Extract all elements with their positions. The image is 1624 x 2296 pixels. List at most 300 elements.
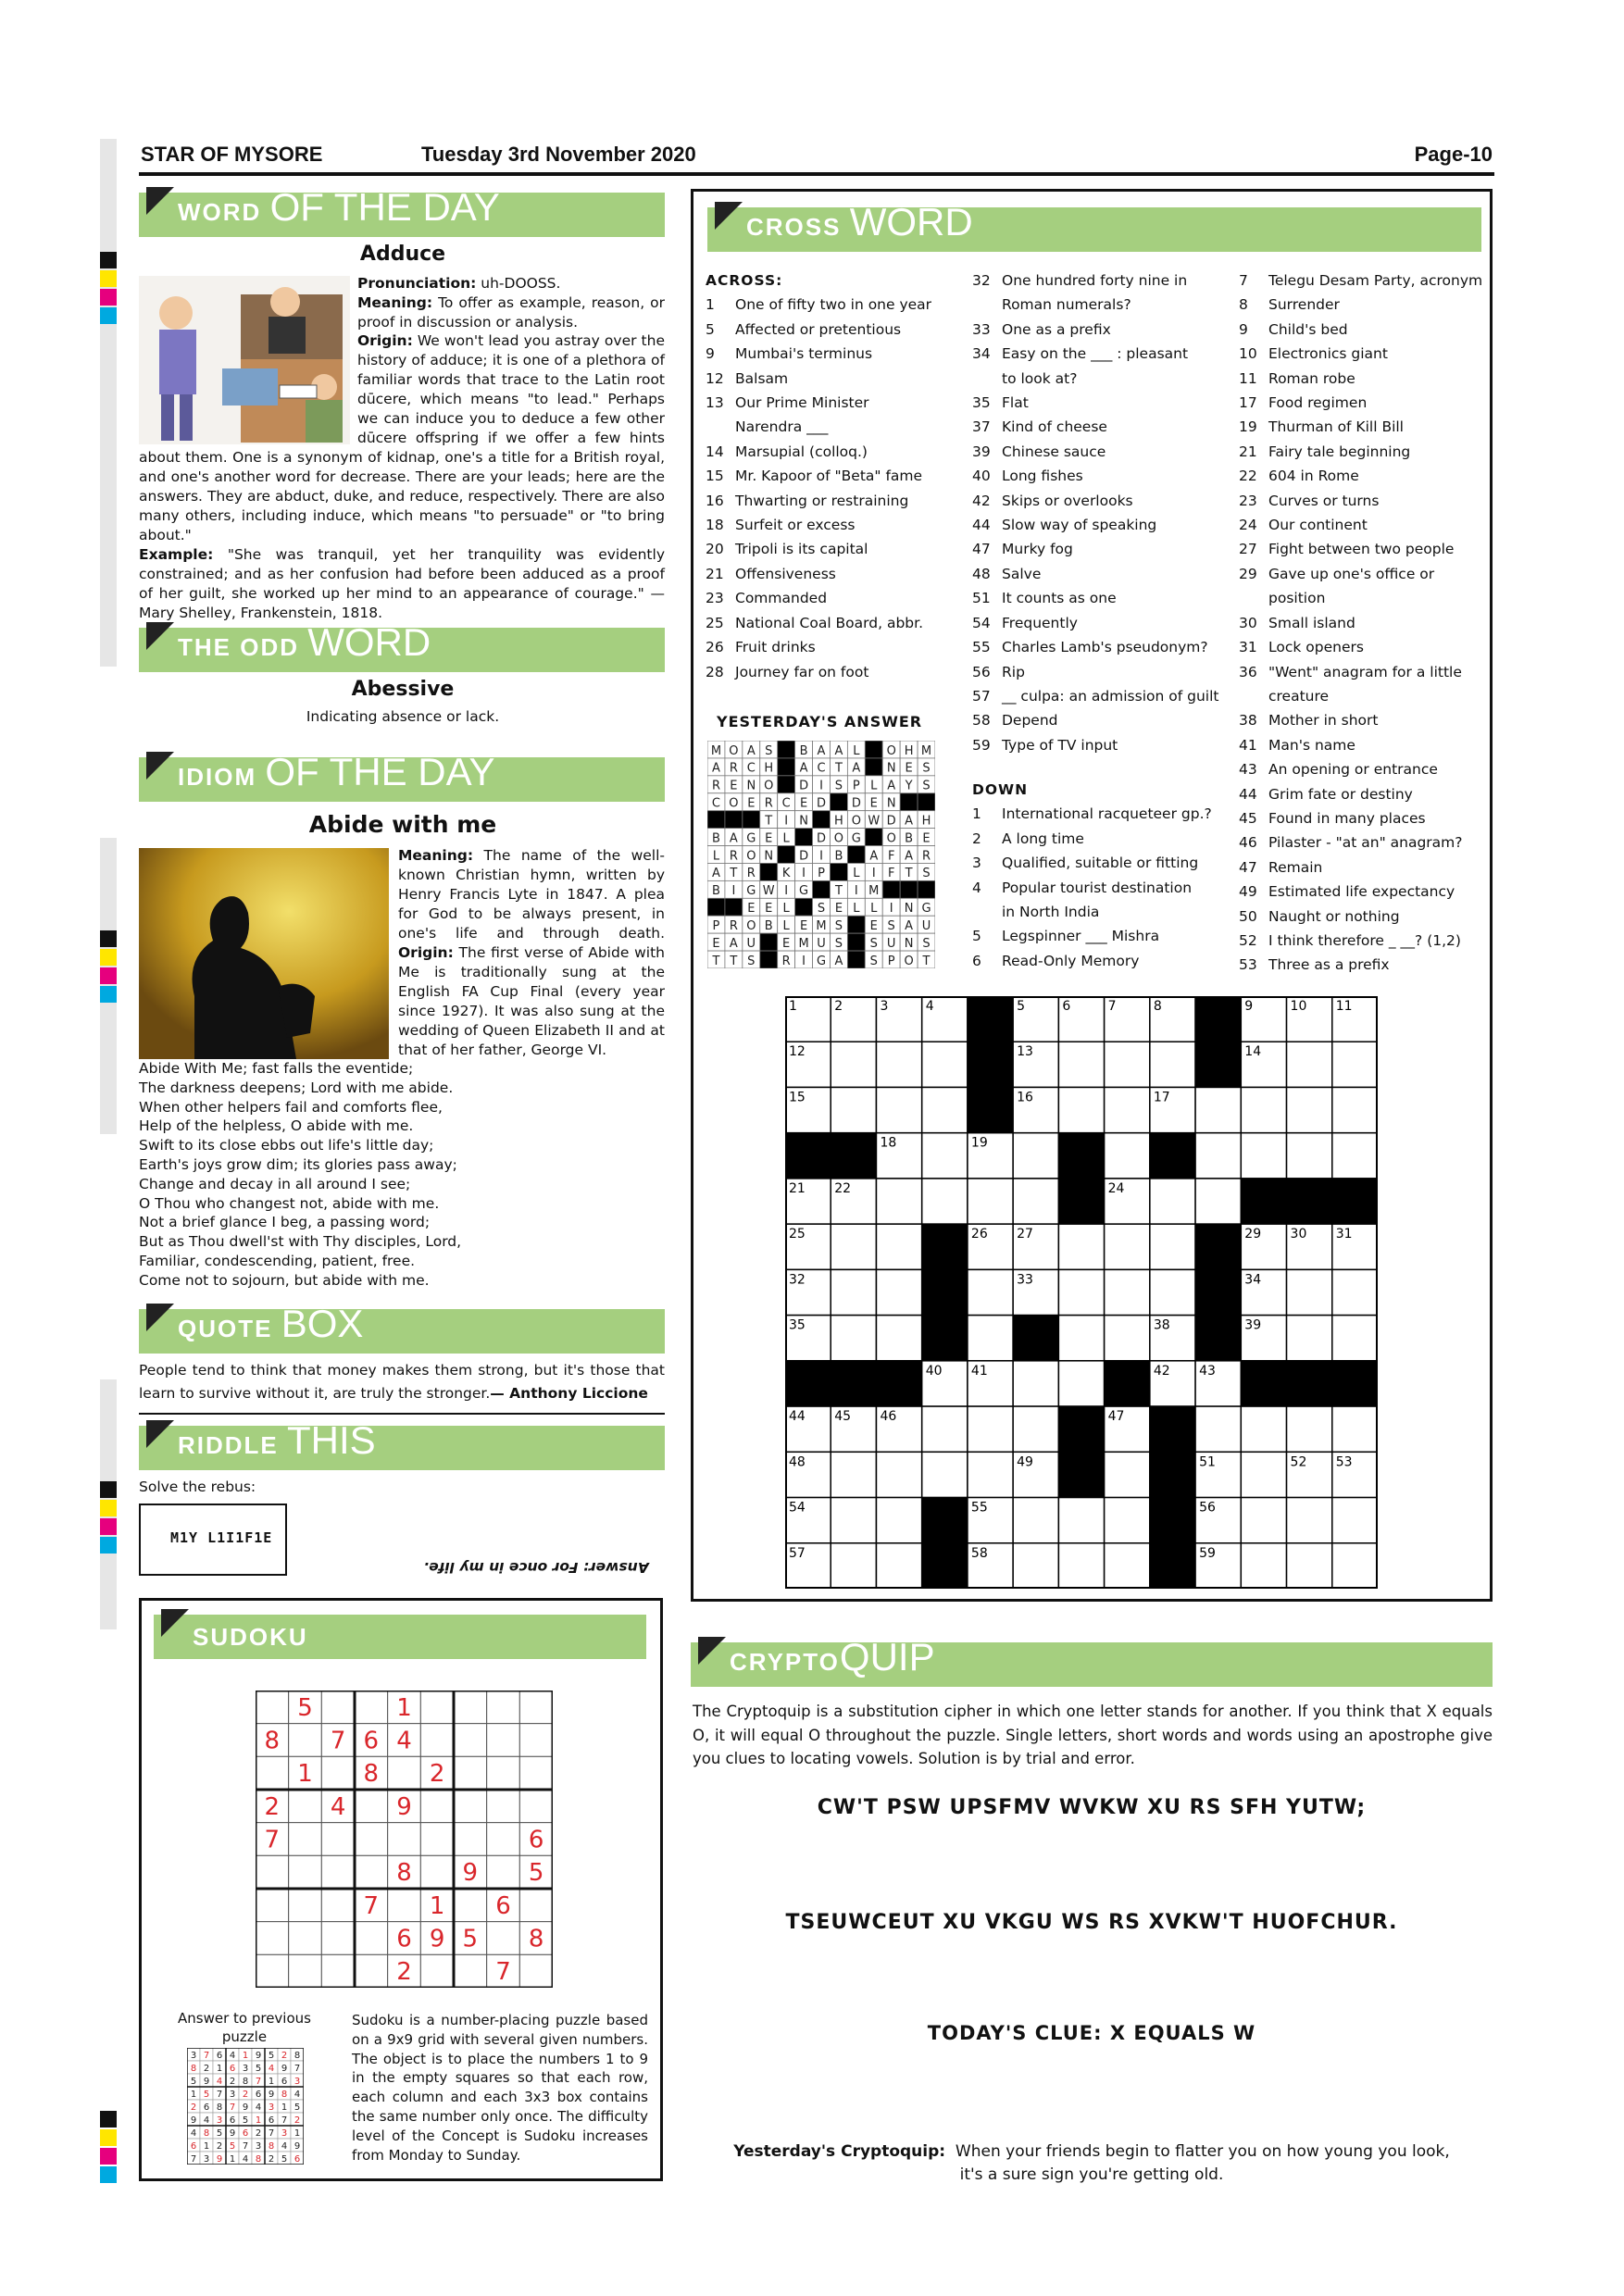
answer-digit: 6 [242,2128,249,2140]
banner-corner [698,1637,726,1665]
sudoku-cell[interactable] [420,1790,454,1823]
crossword-cell[interactable] [831,1042,876,1087]
verse-line: When other helpers fail and comforts flee, [139,1098,443,1116]
down-clues-2 [1239,268,1491,978]
clue-row [972,342,1241,366]
crossword-cell[interactable] [1287,1316,1332,1361]
crossword-cell[interactable] [876,1498,921,1543]
crossword-cell[interactable] [1195,1087,1241,1132]
clue-row [1239,464,1491,488]
answer-letter: I [854,884,858,899]
answer-digit: 4 [268,2064,275,2075]
sudoku-cell[interactable] [487,1922,520,1955]
cell-number: 46 [880,1409,897,1425]
answer-digit: 9 [242,2103,249,2114]
down-heading: DOWN [972,781,1029,798]
answer-letter: N [799,814,808,829]
clue-text: Fairy tale beginning [1268,443,1411,460]
verse-line: Earth's joys grow dim; its glories pass away; [139,1155,457,1173]
crossword-cell[interactable] [831,1543,876,1589]
answer-letter: H [904,743,914,758]
answer-digit: 7 [190,2154,197,2165]
answer-digit: 5 [294,2103,301,2114]
sudoku-cell[interactable] [454,1954,487,1988]
crossword-cell[interactable] [1241,1543,1286,1589]
answer-letter: A [905,814,914,829]
clue-number: 25 [706,614,724,631]
clue-text: Thurman of Kill Bill [1268,418,1404,436]
crossword-cell[interactable] [876,1269,921,1315]
crossword-cell[interactable] [922,1179,968,1224]
sudoku-given: 5 [528,1859,544,1888]
answer-letter: A [746,743,756,758]
word-of-day-top-text [357,274,665,332]
answer-letter: C [746,761,756,776]
clue-row [1239,660,1491,684]
clue-text: Thwarting or restraining [735,492,909,509]
clue-row [1239,757,1491,781]
crossword-cell[interactable] [922,1452,968,1497]
answer-letter: W [762,884,775,899]
crossword-cell[interactable] [1287,1498,1332,1543]
sudoku-given: 8 [264,1727,281,1755]
sudoku-cell[interactable] [487,1855,520,1889]
quote-text [139,1359,665,1405]
crossword-cell[interactable] [876,1042,921,1087]
sudoku-grid[interactable] [256,1691,553,1988]
crossword-cell[interactable] [1105,1498,1150,1543]
sudoku-cell[interactable] [355,1922,388,1955]
clue-text: Marsupial (colloq.) [735,443,868,460]
clue-text: to look at? [1002,369,1078,387]
answer-digit: 7 [294,2064,301,2075]
sudoku-cell[interactable] [289,1823,322,1856]
crossword-cell[interactable] [1150,1224,1195,1269]
crossword-cell[interactable] [876,1224,921,1269]
answer-digit: 3 [216,2115,223,2127]
clue-row [1239,880,1491,904]
clue-text: Narendra ___ [735,418,829,436]
banner-small-text: IDIOM [178,763,257,791]
crossword-cell[interactable] [1013,1133,1058,1179]
sudoku-cell[interactable] [289,1724,322,1757]
verse-line: Familiar, condescending, patient, free. [139,1252,416,1269]
yesterday-crossword [707,741,935,968]
answer-digit: 2 [294,2115,301,2127]
answer-letter: D [816,796,827,811]
sudoku-cell[interactable] [355,1855,388,1889]
clue-number: 10 [1239,345,1257,363]
clue-text: "Went" anagram for a little [1268,663,1462,680]
cryptoquip-yesterday [691,2140,1493,2187]
crossword-grid[interactable] [785,996,1378,1589]
crossword-cell[interactable] [1287,1042,1332,1087]
crossword-cell[interactable] [1105,1224,1150,1269]
clue-text: Read-Only Memory [1002,952,1140,969]
clue-row [1239,611,1491,635]
sudoku-cell[interactable] [256,1756,289,1790]
crossword-cell[interactable] [1195,1133,1241,1179]
sudoku-cell[interactable] [355,1954,388,1988]
reg-yellow [100,2129,117,2146]
sudoku-cell[interactable] [519,1790,553,1823]
crossword-cell[interactable] [1287,1087,1332,1132]
reg-yellow [100,949,117,966]
answer-letter: A [905,918,914,933]
crossword-cell[interactable] [1058,1316,1104,1361]
crossword-cell[interactable] [876,1316,921,1361]
clue-text: Pilaster - "at an" anagram? [1268,834,1463,852]
crossword-cell[interactable] [1332,1406,1378,1452]
crossword-cell[interactable] [1332,1316,1378,1361]
crossword-cell[interactable] [876,1452,921,1497]
sudoku-given: 9 [396,1792,412,1821]
sudoku-cell[interactable] [321,1889,355,1922]
clue-text: An opening or entrance [1268,761,1438,779]
clue-number: 9 [1239,320,1248,338]
crossword-cell[interactable] [1332,1042,1378,1087]
sudoku-cell[interactable] [256,1691,289,1724]
sudoku-cell[interactable] [321,1823,355,1856]
page-number: Page-10 [1414,143,1493,166]
cell-number: 34 [1244,1272,1262,1288]
crossword-cell[interactable] [1058,1498,1104,1543]
cell-number: 35 [789,1317,806,1333]
reg-black [100,930,117,947]
sudoku-cell[interactable] [256,1855,289,1889]
crossword-cell[interactable] [1058,1543,1104,1589]
crossword-cell[interactable] [1332,1498,1378,1543]
answer-digit: 9 [294,2141,301,2152]
riddle-prompt: Solve the rebus: [139,1479,256,1495]
clue-number: 52 [1239,931,1257,949]
black-square [795,829,813,846]
crossword-cell[interactable] [831,1269,876,1315]
crossword-cell[interactable] [876,1179,921,1224]
verse-line: Come not to sojourn, but abide with me. [139,1271,430,1289]
answer-letter: E [922,831,931,846]
clue-row [972,708,1241,732]
origin-text: We won't lead you astray over the history of adduce; it is one of a plethora of familiar words that trace to the Latin root dūcere, which means "to lead." Perhaps we can induce you to deduce a few other dūcere offspring if we offer a few hints about them. One is a synonym of kidnap, one's a title for a British royal, and one's another word for decrease. There are your leads; here are the answers. They are abduct, duke, and reduce, respectively. There are also many others, including induce, which means "to persuade" or "to bring about." [139,332,665,543]
quote-banner [139,1302,665,1354]
odd-word-meaning: Indicating absence or lack. [306,708,500,725]
answer-letter: S [834,918,843,933]
sudoku-cell[interactable] [388,1823,421,1856]
crossword-cell[interactable] [1105,1087,1150,1132]
answer-letter: L [853,867,860,881]
answer-letter: U [817,936,826,951]
clue-number: 23 [1239,492,1257,509]
answer-letter: A [729,831,738,846]
clue-row [1239,415,1491,439]
clue-text: One of fifty two in one year [735,296,932,314]
answer-letter: K [781,867,791,881]
crossword-cell[interactable] [831,1087,876,1132]
answer-digit: 3 [294,2077,301,2088]
sudoku-cell[interactable] [519,1691,553,1724]
answer-letter: L [782,902,790,917]
sudoku-given: 9 [429,1925,445,1953]
crossword-cell[interactable] [1150,1042,1195,1087]
crossword-cell[interactable] [876,1087,921,1132]
sudoku-cell[interactable] [454,1724,487,1757]
clue-number: 47 [972,541,991,558]
crossword-cell[interactable] [1332,1133,1378,1179]
clue-row [1239,367,1491,391]
sudoku-cell[interactable] [321,1691,355,1724]
crossword-cell[interactable] [1332,1269,1378,1315]
crossword-cell[interactable] [1287,1543,1332,1589]
crossword-cell[interactable] [1241,1133,1286,1179]
answer-digit: 8 [294,2051,301,2062]
sudoku-cell[interactable] [355,1790,388,1823]
answer-letter: S [747,954,756,968]
clue-row [972,684,1241,708]
sudoku-given: 4 [330,1792,346,1821]
cell-number: 43 [1199,1363,1216,1379]
black-square [725,898,743,916]
clue-row [1239,586,1491,610]
crossword-cell[interactable] [1241,1498,1286,1543]
sudoku-cell[interactable] [487,1790,520,1823]
sudoku-cell[interactable] [289,1790,322,1823]
cryptoquip-intro: The Cryptoquip is a substitution cipher in which one letter stands for another. If you think that X equals O, it will equal O throughout the puzzle. Single letters, short words and words using an apostrophe give you clues to locating vowels. Solution is by trial and error. [693,1703,1493,1768]
crossword-cell[interactable] [1287,1406,1332,1452]
black-square [922,1543,968,1589]
sudoku-cell[interactable] [454,1823,487,1856]
answer-letter: A [887,779,896,793]
answer-letter: T [905,867,913,881]
verse-line: Not a brief glance I beg, a passing word; [139,1214,431,1231]
sudoku-cell[interactable] [321,1954,355,1988]
sudoku-cell[interactable] [388,1889,421,1922]
sudoku-cell[interactable] [420,1724,454,1757]
cell-number: 33 [1017,1272,1033,1288]
crossword-cell[interactable] [831,1316,876,1361]
crossword-cell[interactable] [1013,1543,1058,1589]
sudoku-cell[interactable] [487,1756,520,1790]
crossword-cell[interactable] [831,1498,876,1543]
answer-digit: 3 [255,2141,262,2152]
answer-letter: S [834,779,843,793]
answer-digit: 8 [242,2077,249,2088]
sudoku-cell[interactable] [256,1889,289,1922]
clue-row [972,827,1241,851]
answer-letter: W [868,814,881,829]
black-square [865,758,882,776]
answer-letter: O [886,743,896,758]
sudoku-cell[interactable] [519,1724,553,1757]
sudoku-cell[interactable] [289,1922,322,1955]
answer-digit: 2 [190,2103,197,2114]
sudoku-cell[interactable] [256,1922,289,1955]
answer-letter: A [712,867,720,881]
answer-letter: B [764,918,773,933]
black-square [900,793,918,811]
crossword-cell[interactable] [1013,1406,1058,1452]
sudoku-cell[interactable] [454,1756,487,1790]
answer-letter: C [781,796,791,811]
sudoku-cell[interactable] [355,1691,388,1724]
sudoku-cell[interactable] [519,1756,553,1790]
crossword-cell[interactable] [1241,1406,1286,1452]
banner-big-text: WORD [849,200,973,243]
sudoku-cell[interactable] [420,1954,454,1988]
crossword-cell[interactable] [831,1224,876,1269]
sudoku-cell[interactable] [321,1922,355,1955]
answer-letter: E [834,902,843,917]
page-header [139,139,1494,176]
answer-digit: 2 [216,2141,223,2152]
sudoku-cell[interactable] [321,1855,355,1889]
crossword-cell[interactable] [1058,1042,1104,1087]
cell-number: 37 [1017,1317,1033,1333]
answer-digit: 6 [268,2115,275,2127]
crossword-cell[interactable] [1058,1087,1104,1132]
clue-row [706,367,974,391]
answer-letter: N [764,849,774,864]
clue-row [972,562,1241,586]
crossword-cell[interactable] [1150,1179,1195,1224]
clue-row [1239,684,1491,708]
cell-number: 29 [1244,1227,1262,1242]
crossword-cell[interactable] [922,1406,968,1452]
crossword-cell[interactable] [1105,1042,1150,1087]
verse-line: Help of the helpless, O abide with me. [139,1117,414,1135]
crossword-cell[interactable] [1105,1269,1150,1315]
crossword-cell[interactable] [1013,1361,1058,1406]
crossword-cell[interactable] [1241,1087,1286,1132]
sudoku-cell[interactable] [454,1691,487,1724]
crossword-cell[interactable] [1058,1224,1104,1269]
crossword-cell[interactable] [922,1042,968,1087]
clue-text: Legspinner ___ Mishra [1002,928,1160,945]
sudoku-cell[interactable] [519,1954,553,1988]
crossword-cell[interactable] [1105,1316,1150,1361]
answer-letter: N [904,936,914,951]
crossword-cell[interactable] [831,1452,876,1497]
idiom-banner [139,750,665,802]
answer-letter: E [747,796,756,811]
sudoku-given: 7 [264,1826,281,1854]
crossword-cell[interactable] [1013,1179,1058,1224]
crossword-cell[interactable] [1332,1543,1378,1589]
sudoku-given: 8 [396,1859,412,1888]
answer-letter: I [784,814,789,829]
black-square [760,933,778,951]
crossword-cell[interactable] [968,1179,1013,1224]
sudoku-cell[interactable] [487,1823,520,1856]
clue-number: 8 [1239,296,1248,314]
clue-number: 33 [972,320,991,338]
cell-number: 31 [1335,1227,1353,1242]
yesterday-answer-label: YESTERDAY'S ANSWER [717,713,923,730]
cell-number: 52 [1290,1454,1307,1470]
answer-letter: S [869,954,878,968]
answer-digit: 4 [190,2128,197,2140]
cell-number: 58 [970,1545,988,1561]
crossword-cell[interactable] [922,1133,968,1179]
answer-letter: B [712,884,720,899]
sudoku-cell[interactable] [289,1855,322,1889]
clue-text: A long time [1002,830,1084,847]
crossword-cell[interactable] [1332,1087,1378,1132]
quote-body: People tend to think that money makes them strong, but it's those that learn to survive without it, are truly the stronger. [139,1362,665,1402]
sudoku-cell[interactable] [388,1756,421,1790]
crossword-cell[interactable] [1195,1406,1241,1452]
cell-number: 50 [1062,1454,1080,1470]
crossword-cell[interactable] [1287,1133,1332,1179]
clue-row [1239,855,1491,880]
clue-text: __ culpa: an admission of guilt [1002,687,1219,705]
crossword-cell[interactable] [968,1316,1013,1361]
clue-row [1239,635,1491,659]
cell-number: 32 [789,1272,806,1288]
clue-text: Our continent [1268,517,1368,534]
clue-text: Roman numerals? [1002,296,1131,314]
crossword-cell[interactable] [1195,1179,1241,1224]
sudoku-cell[interactable] [289,1954,322,1988]
cell-number: 30 [1290,1227,1307,1242]
sudoku-cell[interactable] [289,1889,322,1922]
sudoku-cell[interactable] [256,1954,289,1988]
answer-digit: 2 [255,2128,262,2140]
clue-row [972,513,1241,537]
sudoku-cell[interactable] [420,1823,454,1856]
answer-letter: L [853,902,860,917]
sudoku-cell[interactable] [454,1790,487,1823]
down-clues-1 [972,778,1241,973]
crossword-cell[interactable] [1150,1269,1195,1315]
answer-letter: G [746,884,756,899]
answer-letter: G [799,884,809,899]
crossword-cell[interactable] [1287,1269,1332,1315]
sudoku-cell[interactable] [420,1691,454,1724]
sudoku-cell[interactable] [519,1889,553,1922]
clue-text: Affected or pretentious [735,320,902,338]
crossword-cell[interactable] [922,1087,968,1132]
sudoku-cell[interactable] [321,1756,355,1790]
crossword-cell[interactable] [1241,1452,1286,1497]
crossword-cell[interactable] [1058,1361,1104,1406]
answer-letter: G [746,831,756,846]
crossword-cell[interactable] [1058,1269,1104,1315]
clue-row [972,464,1241,488]
clue-row [706,342,974,366]
crossword-cell[interactable] [968,1452,1013,1497]
clue-row [972,733,1241,757]
crossword-cell[interactable] [968,1269,1013,1315]
cell-number: 5 [1017,999,1026,1014]
clue-row [972,318,1241,342]
cell-number: 17 [1153,1090,1170,1105]
answer-letter: E [799,918,808,933]
sudoku-cell[interactable] [487,1724,520,1757]
sudoku-cell[interactable] [454,1889,487,1922]
crossword-cell[interactable] [1105,1543,1150,1589]
sudoku-cell[interactable] [487,1691,520,1724]
crossword-cell[interactable] [968,1406,1013,1452]
crossword-cell[interactable] [876,1543,921,1589]
sudoku-cell[interactable] [355,1823,388,1856]
sudoku-cell[interactable] [420,1855,454,1889]
verse-line: Swift to its close ebbs out life's little day; [139,1137,434,1154]
crossword-cell[interactable] [1105,1452,1150,1497]
clue-text: Qualified, suitable or fitting [1002,855,1199,872]
crossword-cell[interactable] [1013,1498,1058,1543]
crossword-cell[interactable] [1105,1133,1150,1179]
clue-number: 1 [706,296,715,314]
